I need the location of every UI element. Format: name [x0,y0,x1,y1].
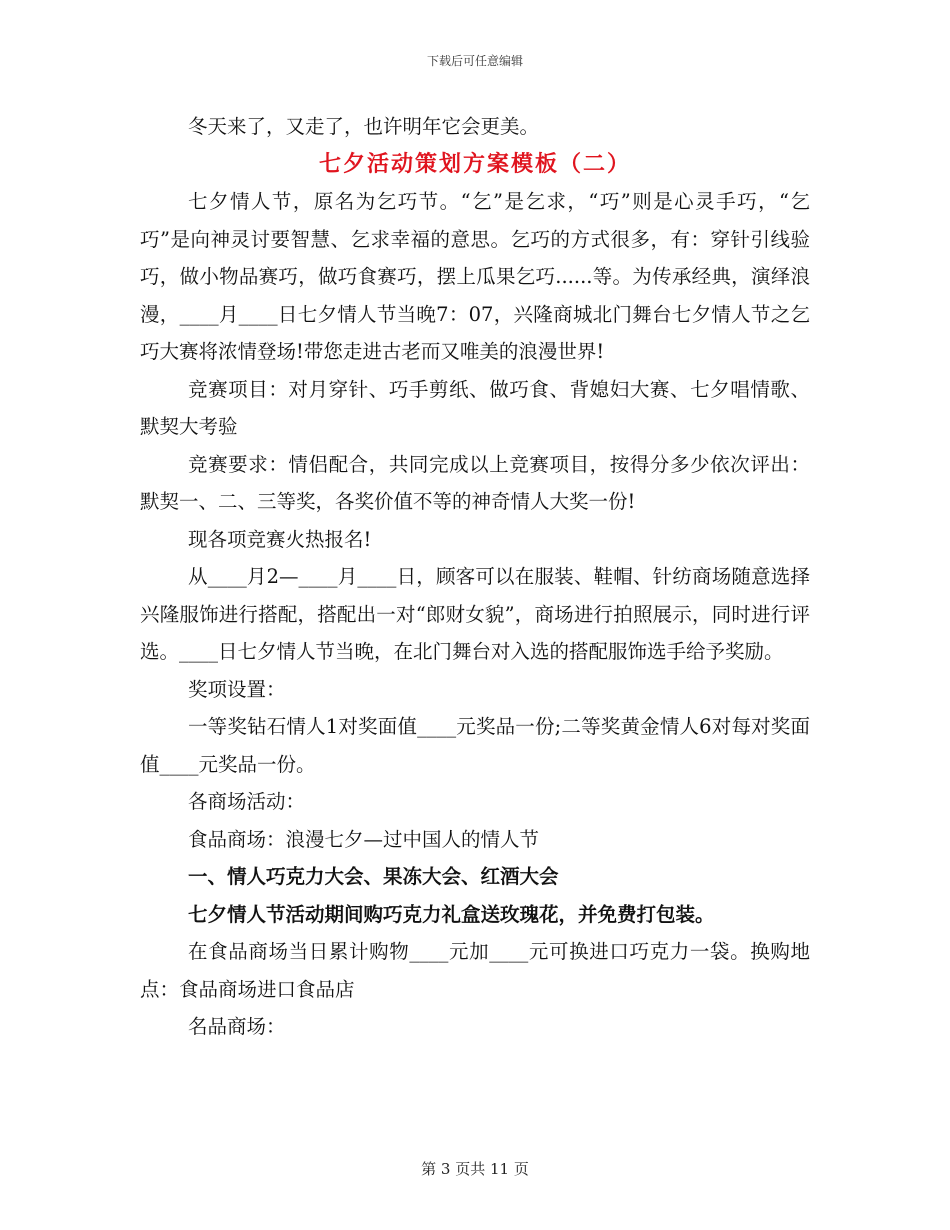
bold-heading: 七夕情人节活动期间购巧克力礼盒送玫瑰花，并免费打包装。 [188,902,715,926]
paragraph: 现各项竞赛火热报名! [188,527,372,551]
document-body [140,108,810,1046]
paragraph: 竞赛项目：对月穿针、巧手剪纸、做巧食、背媳妇大赛、七夕唱情歌、默契大考验 [140,377,810,438]
paragraph: 奖项设置： [188,677,286,701]
paragraph: 食品商场：浪漫七夕—过中国人的情人节 [188,827,540,851]
paragraph: 名品商场： [188,1015,286,1038]
intro-line: 冬天来了，又走了，也许明年它会更美。 [188,115,540,138]
paragraph: 七夕情人节，原名为乞巧节。“乞”是乞求，“巧”则是心灵手巧，“乞巧”是向神灵讨要智慧、乞求幸福的意思。乞巧的方式很多，有：穿针引线验巧，做小物品赛巧，做巧食赛巧，摆上瓜果乞巧......等。为传承经典，演绎浪漫，____月____日七夕情人节当晚7：07，兴隆商城北门舞台七夕情人节之乞巧大赛将浓情登场!带您走进古老而又唯美的浪漫世界! [140,190,810,363]
paragraph: 各商场活动： [188,790,306,813]
section-title: 七夕活动策划方案模板（二） [318,150,631,177]
page-footer: 第 3 页共 11 页 [421,1160,529,1178]
paragraph: 一等奖钻石情人1对奖面值____元奖品一份;二等奖黄金情人6对每对奖面值____元奖品一份。 [140,715,810,776]
page-header: 下载后可任意编辑 [426,54,523,68]
bold-heading: 一、情人巧克力大会、果冻大会、红酒大会 [188,865,559,888]
paragraph: 竞赛要求：情侣配合，共同完成以上竞赛项目，按得分多少依次评出：默契一、二、三等奖，各奖价值不等的神奇情人大奖一份! [140,452,810,513]
paragraph: 从____月2—____月____日，顾客可以在服装、鞋帽、针纺商场随意选择兴隆服饰进行搭配，搭配出一对“郎财女貌”，商场进行拍照展示，同时进行评选。____日七夕情人节当晚，在北门舞台对入选的搭配服饰选手给予奖励。 [140,565,810,663]
paragraph: 在食品商场当日累计购物____元加____元可换进口巧克力一袋。换购地点：食品商场进口食品店 [140,940,810,1001]
